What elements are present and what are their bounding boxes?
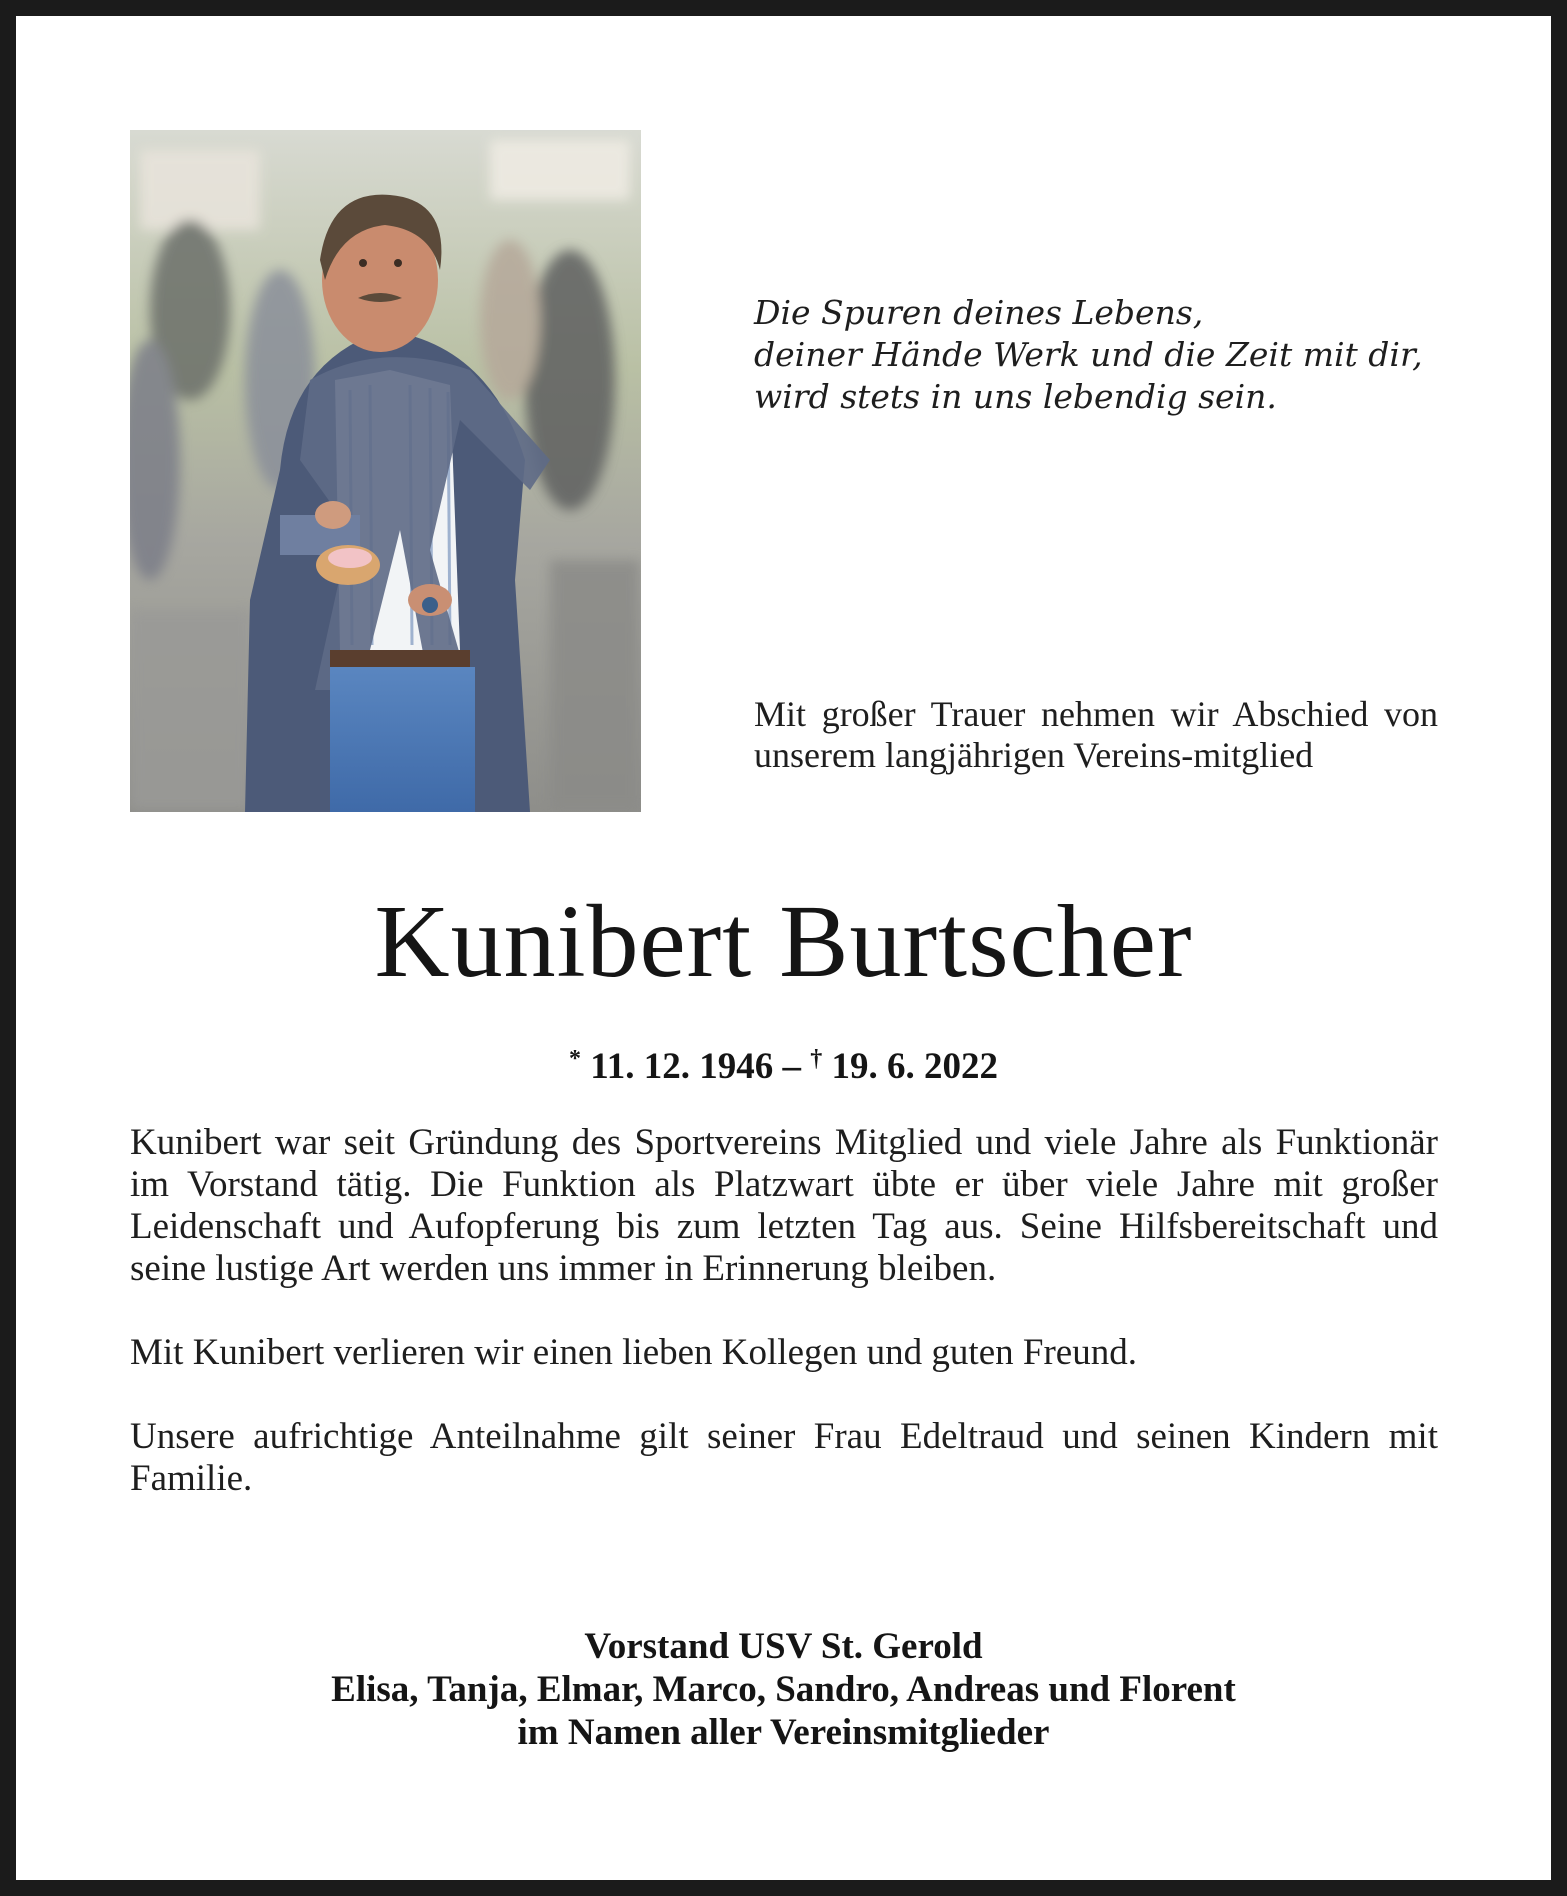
signature-line: Vorstand USV St. Gerold — [584, 1626, 983, 1667]
body-paragraph: Unsere aufrichtige Anteilnahme gilt seiner Frau Edeltraud und seinen Kindern mit Familie. — [130, 1416, 1438, 1499]
death-date: 19. 6. 2022 — [831, 1046, 998, 1087]
death-symbol: † — [810, 1046, 823, 1072]
deceased-name: Kunibert Burtscher — [374, 884, 1193, 999]
birth-symbol: * — [569, 1046, 582, 1072]
signature-line: Elisa, Tanja, Elmar, Marco, Sandro, Andreas und Florent — [331, 1669, 1236, 1710]
obituary-body — [130, 1122, 1438, 1542]
body-paragraph: Kunibert war seit Gründung des Sportvereins Mitglied und viele Jahre als Funktionär im Vorstand tätig. Die Funktion als Platzwart übte er über viele Jahre mit großer Leidenschaft und Aufopferung bis zum letzten Tag aus. Seine Hilfsbereitschaft und seine lustige Art werden uns immer in Erinnerung bleiben. — [130, 1122, 1438, 1289]
body-paragraph: Mit Kunibert verlieren wir einen lieben Kollegen und guten Freund. — [130, 1332, 1137, 1373]
date-separator: – — [773, 1046, 811, 1087]
signature-line: im Namen aller Vereinsmitglieder — [517, 1712, 1050, 1753]
memorial-quote — [754, 292, 1454, 418]
life-dates — [0, 1034, 1567, 1092]
quote-line: wird stets in uns lebendig sein. — [754, 377, 1277, 416]
birth-date: 11. 12. 1946 — [590, 1046, 774, 1087]
quote-line: deiner Hände Werk und die Zeit mit dir, — [754, 335, 1423, 374]
signature-block — [0, 1625, 1567, 1754]
farewell-intro: Mit großer Trauer nehmen wir Abschied von unserem langjährigen Vereins-mitglied — [754, 694, 1438, 775]
quote-line: Die Spuren deines Lebens, — [754, 293, 1204, 332]
portrait-photo — [130, 130, 641, 812]
